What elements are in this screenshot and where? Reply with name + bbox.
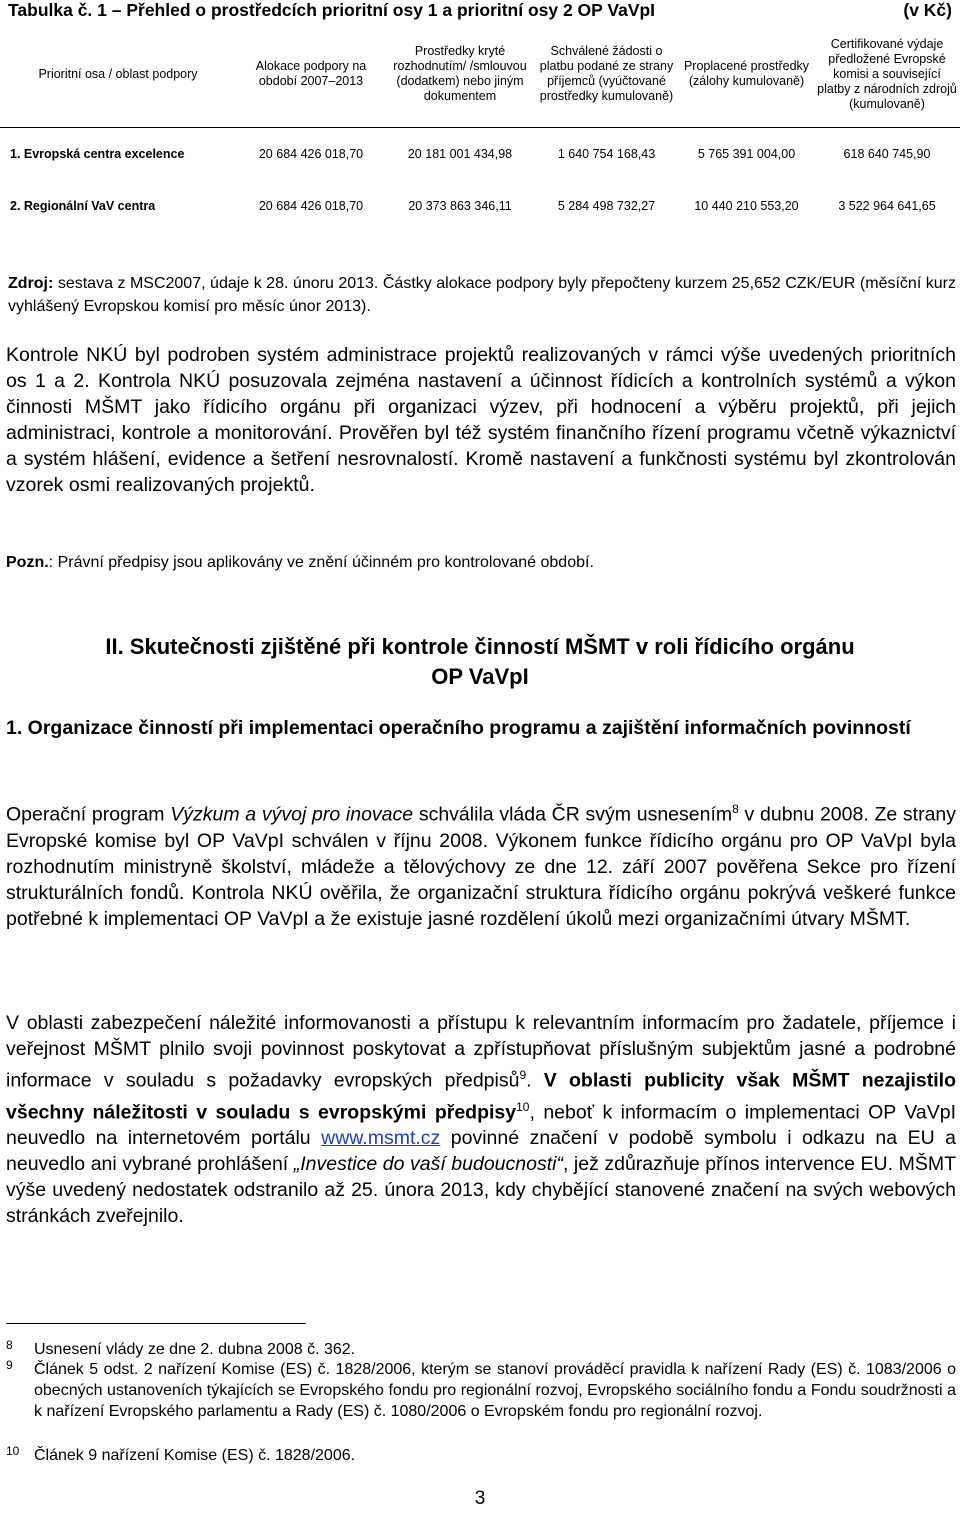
table-cell: 10 440 210 553,20 <box>694 199 799 213</box>
paragraph-control-scope: Kontrole NKÚ byl podroben systém administrace projektů realizovaných v rámci výše uvedených prioritních os 1 a 2. Kontrola NKÚ posuzovala zejména nastavení a účinnost řídicích a kontrolních systémů a výkon činnosti MŠMT jako řídicího orgánu při organizaci výzev, při hodnocení a výběru projektů, při jejich administraci, kontrole a monitorování. Prověřen byl též systém finančního řízení programu včetně výkaznictví a systém hlášení, evidence a šetření nesrovnalostí. Kromě nastavení a funkčnosti systému byl zkontrolován vzorek osmi realizovaných projektů. <box>6 344 956 496</box>
footnote-number: 10 <box>6 1444 20 1458</box>
footnote-number: 8 <box>6 1338 13 1352</box>
footnote <box>6 1445 956 1466</box>
footnote-ref[interactable]: 10 <box>516 1099 530 1114</box>
table-header-row <box>0 21 960 128</box>
section-heading <box>0 632 960 692</box>
footnote-text: Článek 9 nařízení Komise (ES) č. 1828/2006. <box>34 1447 356 1464</box>
footnote <box>6 1339 956 1360</box>
table-cell: 3 522 964 641,65 <box>838 199 936 213</box>
footnote-text: Usnesení vlády ze dne 2. dubna 2008 č. 362. <box>34 1341 356 1358</box>
footnote-ref[interactable]: 8 <box>732 802 739 816</box>
section-heading-line: II. Skutečnosti zjištěné při kontrole činností MŠMT v roli řídicího orgánu <box>105 634 855 659</box>
note-text: : Právní předpisy jsou aplikovány ve znění účinném pro kontrolované období. <box>48 554 594 571</box>
footnote-text: Článek 5 odst. 2 nařízení Komise (ES) č. 1828/2006, kterým se stanoví prováděcí pravidla k nařízení Rady (ES) č. 1083/2006 o obecných ustanoveních týkajících se Evropského fondu pro regionální rozvoj, Evropského sociálního fondu a Fondu soudržnosti a k nařízení Evropského parlamentu a Rady (ES) č. 1080/2006 o Evropském fondu pro regionální rozvoj. <box>34 1361 956 1420</box>
col-header: Prostředky kryté rozhodnutím/ /smlouvou (dodatkem) nebo jiným dokumentem <box>386 21 534 128</box>
page-number: 3 <box>474 1488 486 1509</box>
table-cell: 20 181 001 434,98 <box>407 147 513 161</box>
table-cell: 618 640 745,90 <box>843 147 931 161</box>
paragraph-operational-program: Operační program Výzkum a vývoj pro inovace schválila vláda ČR svým usnesením$^8$ v dubnu 2008. Ze strany Evropské komise byl OP VaVpI schválen v říjnu 2008. Výkonem funkce řídicího orgánu pro OP VaVpI byla rozhodnutím ministryně školství, mládeže a tělovýchovy ze dne 12. září 2007 pověřena Sekce pro řízení strukturálních fondů. Kontrola NKÚ ověřila, že organizační struktura řídicího orgánu pokrývá veškeré funkce potřebné k implementaci OP VaVpI a že existuje jasné rozdělení úkolů mezi organizačními útvary MŠMT. <box>6 802 957 930</box>
table-cell: 20 684 426 018,70 <box>258 199 364 213</box>
col-header: Proplacené prostředky (zálohy kumulovaně) <box>679 21 814 128</box>
footnote-number: 9 <box>6 1358 13 1372</box>
table-caption <box>8 0 952 20</box>
col-header: Certifikované výdaje předložené Evropské komisi a související platby z národních zdrojů (kumulovaně) <box>814 21 960 128</box>
msmt-link[interactable]: www.msmt.cz <box>321 1127 441 1149</box>
table-cell: 5 765 391 004,00 <box>697 147 796 161</box>
footnote-ref[interactable]: 9 <box>519 1068 527 1082</box>
note-label: Pozn. <box>6 554 49 571</box>
col-header: Prioritní osa / oblast podpory <box>0 21 236 128</box>
row-label: 1. Evropská centra excelence <box>10 147 185 161</box>
table-cell: 20 684 426 018,70 <box>258 147 364 161</box>
source-text: sestava z MSC2007, údaje k 28. únoru 2013. Částky alokace podpory byly přepočteny kurzem 25,652 CZK/EUR (měsíční kurz vyhlášený Evropskou komisí pro měsíc únor 2013). <box>8 275 956 315</box>
table-cell: 5 284 498 732,27 <box>557 199 656 213</box>
paragraph-publicity: V oblasti zabezpečení náležité informovanosti a přístupu k relevantním informacím pro žadatele, příjemce i veřejnost MŠMT plnilo svoji povinnost poskytovat a zpřístupňovat příslušným subjektům jasné a podrobné informace v souladu s požadavky evropských předpisů$^9$. V oblasti publicity však MŠMT nezajistilo všechny náležitosti v souladu s evropskými předpisy$^{10}$, neboť k informacím o implementaci OP VaVpI neuvedlo na internetovém portálu www.msmt.cz povinné značení v podobě symbolu i odkazu na EU a neuvedlo ani vybrané prohlášení „Investice do vaší budoucnosti“, jež zdůrazňuje přínos intervence EU. MŠMT výše uvedený nedostatek odstranilo až 25. února 2013, kdy chybějící stanovené značení na svých webových stránkách zveřejnilo. <box>6 1012 957 1227</box>
subsection-heading: 1. Organizace činností při implementaci operačního programu a zajištění informačních povinností <box>6 717 911 739</box>
note <box>6 554 594 572</box>
footnote <box>6 1359 956 1422</box>
table-title: Tabulka č. 1 – Přehled o prostředcích prioritní osy 1 a prioritní osy 2 OP VaVpI <box>8 0 656 20</box>
table-row <box>0 180 960 232</box>
col-header: Schválené žádosti o platbu podané ze strany příjemců (vyúčtované prostředky kumulovaně) <box>534 21 679 128</box>
table-source-note <box>8 272 956 318</box>
table-row <box>0 128 960 181</box>
table-unit: (v Kč) <box>903 0 952 20</box>
source-label: Zdroj: <box>8 275 54 292</box>
footnote-divider <box>6 1323 306 1324</box>
table-cell: 1 640 754 168,43 <box>557 147 656 161</box>
section-heading-line: OP VaVpI <box>431 664 529 689</box>
table-cell: 20 373 863 346,11 <box>408 199 512 213</box>
row-label: 2. Regionální VaV centra <box>10 199 156 213</box>
data-table <box>0 21 960 232</box>
col-header: Alokace podpory na období 2007–2013 <box>236 21 386 128</box>
